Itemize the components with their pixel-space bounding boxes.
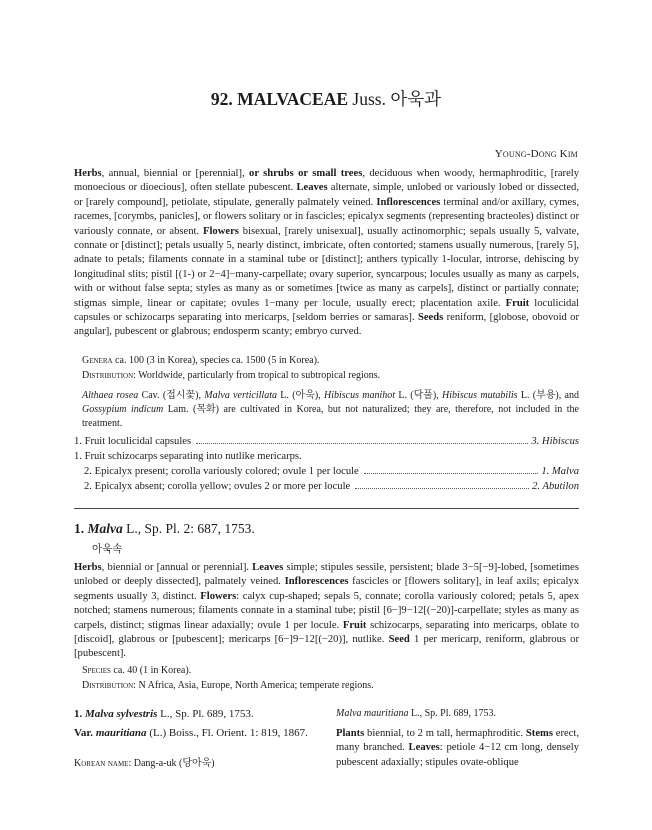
variety-name: mauritiana: [95, 727, 147, 739]
desc-text: : calyx cup-shaped; sepals 5, connate; corolla variously colored; petals 5, apex notched; stamens numerous; filaments connate in a staminal tube; pistil [6−]9−12[(−20)]-carpellate; styles as many as carpels, distinct; stigmas linear adaxially; ovule 1 per locule.: [74, 590, 579, 631]
variety-citation: (L.) Boiss., Fl. Orient. 1: 819, 1867.: [146, 727, 308, 739]
synonym-name: Malva mauritiana: [336, 708, 409, 719]
desc-text: : petiole 4−12 cm long, densely pubescent adaxially; stipules ovate-oblique: [336, 742, 579, 768]
desc-text: schizocarps, separating into mericarps, oblate to [discoid], glabrous or [pubescent]; mericarps [6−]9−12[(−20)], nutlike.: [74, 619, 579, 646]
taxon-name: Gossypium indicum: [82, 404, 164, 415]
species-label: Species: [82, 665, 111, 676]
taxon-name: Hibiscus mutabilis: [442, 390, 518, 401]
key-lead-1a: [74, 435, 579, 450]
term-leaves: Leaves: [408, 742, 440, 754]
key-lead-2b: [84, 480, 579, 495]
species-number: 1.: [74, 708, 83, 720]
synonym-line: [336, 707, 579, 721]
key-lead-text: 1. Fruit loculicidal capsules: [74, 436, 192, 447]
distribution-label: Distribution:: [82, 370, 136, 381]
family-korean-name: 아욱과: [390, 89, 442, 109]
family-name: 92. MALVACEAE: [210, 89, 349, 109]
cultivated-note: [82, 389, 579, 431]
note-text: L. (아욱),: [277, 390, 324, 401]
key-lead-1b: [74, 450, 579, 465]
note-text: Lam. (목화) are cultivated in Korea, but not naturalized; they are, therefore, not included in the treatment.: [82, 404, 579, 429]
desc-text: reniform, [globose, obovoid or angular], pubescent or glabrous; endosperm scanty; embryo curved.: [74, 312, 579, 338]
term-leaves: Leaves: [296, 182, 328, 194]
family-description: [74, 167, 579, 340]
key-target: 2. Abutilon: [532, 481, 579, 492]
key-leader-dots: [196, 443, 528, 444]
key-leader-dots: [364, 473, 539, 474]
term-plants: Plants: [336, 728, 365, 739]
desc-text: bisexual, [rarely unisexual], usually actinomorphic; sepals usually 5, valvate, connate or [distinct]; petals usually 5, nearly distinct, imbricate, often contorted; stamens usually numerous, [rarely 5], adnate to petals; filaments connate in a staminal tube or [distinct]; anthers typically 1-locular, introrse, dehiscing by longitudinal slits; pistil [(1-) or 2−4]−many-carpellate; ovary superior, syncarpous; locules usually as many as carpels, with or without false septa; styles as many as or sometimes [twice as many as carpels], distinct or partially connate; stigmas simple, linear or capitate; ovules 1−many per locule, usually erect; placentation axile.: [74, 225, 579, 309]
desc-text: , annual, biennial or [perennial],: [101, 168, 250, 179]
term-herbs: Herbs: [74, 562, 102, 573]
desc-text: erect, many branched.: [336, 728, 580, 754]
genera-text: ca. 100 (3 in Korea), species ca. 1500 (5 in Korea).: [112, 355, 320, 366]
family-distribution-line: [82, 369, 579, 383]
genus-citation: L., Sp. Pl. 2: 687, 1753.: [122, 521, 255, 536]
distribution-text: N Africa, Asia, Europe, North America; temperate regions.: [135, 680, 374, 691]
desc-text: simple; stipules sessile, persistent; blade 3−5[−9]-lobed, [sometimes unlobed or deeply dissected], palmately veined.: [74, 562, 579, 588]
term-seeds: Seeds: [417, 312, 444, 324]
term-inflorescences: Inflorescences: [376, 196, 441, 208]
species-citation: L., Sp. Pl. 689, 1753.: [157, 708, 254, 720]
species-name: Malva sylvestris: [85, 708, 158, 720]
term-leaves: Leaves: [252, 562, 284, 573]
synonym-citation: L., Sp. Pl. 689, 1753.: [408, 708, 497, 719]
term-fruit: Fruit: [505, 297, 530, 309]
section-divider: [74, 508, 579, 509]
term-seed: Seed: [388, 634, 410, 646]
note-text: L. (닥풀),: [395, 390, 443, 401]
family-author: Juss.: [352, 89, 386, 109]
desc-text: , deciduous when woody, hermaphroditic, [rarely monoecious or dioecious], often stellate pubescent.: [74, 168, 580, 194]
term-inflorescences: Inflorescences: [284, 576, 349, 588]
term-fruit: Fruit: [342, 619, 367, 631]
genus-heading: [74, 521, 255, 537]
key-lead-text: 2. Epicalyx present; corolla variously colored; ovule 1 per locule: [84, 466, 359, 477]
term-stems: Stems: [525, 728, 553, 739]
distribution-text: Worldwide, particularly from tropical to subtropical regions.: [135, 370, 381, 381]
contributor-name: Young-Dong Kim: [494, 148, 578, 160]
genera-label: Genera: [82, 355, 113, 366]
species-heading: [74, 707, 328, 722]
note-text: L. (부용), and: [517, 390, 579, 401]
genus-species-line: [82, 664, 579, 678]
species-text: ca. 40 (1 in Korea).: [110, 665, 192, 676]
taxon-name: Althaea rosea: [82, 390, 139, 401]
note-text: Cav. (접시꽃),: [138, 390, 205, 401]
species-description: [336, 727, 579, 770]
desc-text: fascicles or [flowers solitary], in leaf axils; epicalyx segments usually 3, distinct.: [74, 576, 580, 602]
korean-name-label: Korean name:: [74, 758, 132, 769]
term-flowers: Flowers: [200, 590, 237, 602]
taxon-name: Malva verticillata: [204, 390, 277, 401]
korean-name-line: [74, 757, 328, 771]
distribution-label: Distribution:: [82, 680, 136, 691]
taxon-name: Hibiscus manihot: [323, 390, 396, 401]
genus-korean-name: 아욱속: [92, 544, 123, 555]
genus-number: 1.: [74, 521, 85, 536]
genus-name: Malva: [87, 521, 123, 536]
key-lead-2a: [84, 465, 579, 480]
genus-distribution-line: [82, 679, 579, 693]
desc-text: 1 per mericarp, reniform, glabrous or [pubescent].: [74, 634, 579, 660]
genus-description: [74, 561, 579, 662]
term-flowers: Flowers: [203, 225, 239, 237]
desc-text: loculicidal capsules or schizocarps separating into mericarps, [seldom berries or samaras].: [74, 297, 579, 324]
key-target: 3. Hibiscus: [531, 436, 579, 447]
desc-text: biennial, to 2 m tall, hermaphroditic.: [364, 728, 526, 739]
family-title: [0, 86, 652, 111]
variety-label: Var.: [74, 727, 94, 739]
key-lead-text: 1. Fruit schizocarps separating into nutlike mericarps.: [74, 451, 302, 462]
desc-text: , biennial or [annual or perennial].: [101, 562, 253, 573]
desc-text: alternate, simple, unlobed or variously lobed or dissected, or [rarely compound], petiolate, stipulate, generally palmately veined.: [74, 182, 579, 208]
key-leader-dots: [355, 488, 529, 489]
variety-heading: [74, 726, 328, 741]
korean-name-text: Dang-a-uk (당아욱): [131, 758, 215, 769]
key-lead-text: 2. Epicalyx absent; corolla yellow; ovules 2 or more per locule: [84, 481, 351, 492]
term-herbs: Herbs: [74, 168, 102, 179]
desc-text: terminal and/or axillary, cymes, racemes, [corymbs, panicles], or flowers solitary or in fascicles; epicalyx segments (representing bracteoles) distinct or variously connate, or absent.: [74, 196, 580, 237]
term-shrubs: or shrubs or small trees: [249, 168, 363, 179]
family-genera-line: [82, 354, 579, 368]
key-target: 1. Malva: [541, 466, 579, 477]
